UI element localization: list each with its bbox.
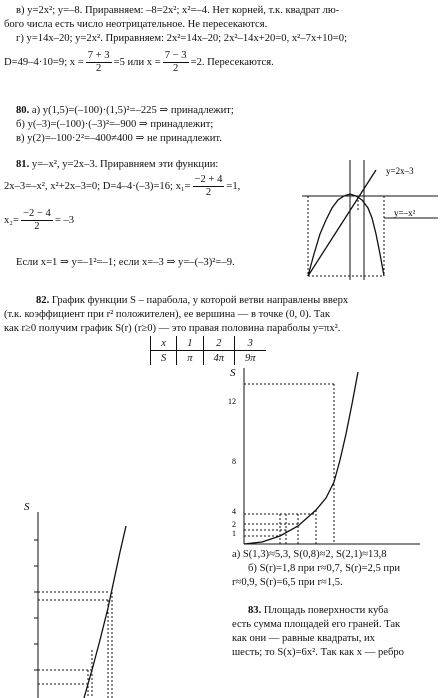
tick-label: 1 bbox=[232, 529, 236, 538]
table-cell: 9π bbox=[235, 351, 266, 366]
p80-line-3: в) y(2)=–100·2²=–400≠400 ⇒ не принадлежит. bbox=[16, 133, 222, 144]
axis-label-s: S bbox=[24, 501, 30, 513]
p82-answer-b1: б) S(r)=1,8 при r≈0,7, S(r)=2,5 при bbox=[248, 563, 401, 574]
table-cell: S bbox=[151, 351, 177, 366]
p82-line-3: как r≥0 получим график S(r) (r≥0) — это правая половина параболы y=πx². bbox=[4, 323, 341, 334]
p80-line-1: 80. а) y(1,5)=(–100)·(1,5)²=–225 ⇒ принадлежит; bbox=[16, 105, 234, 116]
parabola-curve bbox=[244, 372, 358, 544]
table-cell: 1 bbox=[177, 336, 203, 351]
fraction: $\frac{-2 + 4}{2}$ bbox=[194, 174, 223, 199]
p82-answer-b2: r≈0,9, S(r)=6,5 при r≈1,5. bbox=[232, 577, 343, 588]
line-curve bbox=[308, 170, 376, 276]
parabola-curve bbox=[84, 526, 126, 698]
table-cell: 3 bbox=[235, 336, 266, 351]
p82-line-1: 82. График функции S – парабола, у которой ветви направлены вверх bbox=[36, 295, 349, 306]
table-cell: x bbox=[151, 336, 177, 351]
parabola-curve bbox=[308, 194, 384, 276]
left-graph bbox=[14, 500, 144, 698]
table-cell: 2 bbox=[203, 336, 235, 351]
table-cell: 4π bbox=[203, 351, 235, 366]
p83-line-2: есть сумма площадей его граней. Так bbox=[232, 619, 401, 630]
p80-line-2: б) y(–3)=(–100)·(–3)²=–900 ⇒ принадлежит; bbox=[16, 119, 214, 130]
tick-label: 12 bbox=[228, 397, 236, 406]
label-line: y=2x–3 bbox=[386, 166, 414, 176]
p82-graph bbox=[222, 364, 422, 548]
p79-line-3: г) y=14x–20; y=2x². Приравняем: 2x²=14x–20; 2x²–14x+20=0, x²–7x+10=0; bbox=[16, 33, 348, 44]
p82-line-2: (т.к. коэффициент при r² положителен), ее вершина — в точке (0, 0). Так bbox=[4, 309, 330, 320]
values-table bbox=[150, 336, 266, 365]
table-row bbox=[151, 336, 266, 351]
table-row bbox=[151, 351, 266, 366]
p79-line-1: в) y=2x²; y=–8. Приравняем: –8=2x²; x²=–4. Нет корней, т.к. квадрат лю- bbox=[16, 5, 340, 16]
table-cell: π bbox=[177, 351, 203, 366]
tick-label: 4 bbox=[232, 507, 236, 516]
fraction: $\frac{-2 - 4}{2}$ bbox=[22, 208, 51, 233]
p83-line-1: 83. Площадь поверхности куба bbox=[248, 605, 389, 616]
axis-label-s: S bbox=[230, 367, 236, 379]
p82-answer-a: а) S(1,3)≈5,3, S(0,8)≈2, S(2,1)≈13,8 bbox=[232, 549, 387, 560]
p81-line-2: 2x–3=–x², x²+2x–3=0; D=4–4·(–3)=16; x₁= $\frac{-2 + 4}{2}$ =1, bbox=[4, 174, 241, 199]
tick-label: 2 bbox=[232, 520, 236, 529]
p81-graph bbox=[300, 158, 440, 282]
label-parabola: y=–x² bbox=[394, 208, 416, 218]
p81-line-1: 81. y=–x², y=2x–3. Приравняем эти функции: bbox=[16, 159, 219, 170]
p81-line-3: x₂= $\frac{-2 - 4}{2}$ = –3 bbox=[4, 208, 75, 233]
p83-line-4: шесть; то S(x)=6x². Так как x — ребро bbox=[232, 647, 404, 658]
p79-line-2: бого числа есть число неотрицательное. Не пересекаются. bbox=[4, 19, 268, 30]
fraction: $\frac{7 - 3}{2}$ bbox=[164, 50, 187, 75]
fraction: $\frac{7 + 3}{2}$ bbox=[87, 50, 110, 75]
p83-line-3: как они — равные квадраты, их bbox=[232, 633, 375, 644]
tick-label: 8 bbox=[232, 457, 236, 466]
p79-line-4: D=49–4·10=9; x = $\frac{7 + 3}{2}$ =5 или x = $\frac{7 - 3}{2}$ =2. Пересекаются. bbox=[4, 50, 274, 75]
p81-line-4: Если x=1 ⇒ y=–1²=–1; если x=–3 ⇒ y=–(–3)²=–9. bbox=[16, 257, 235, 268]
